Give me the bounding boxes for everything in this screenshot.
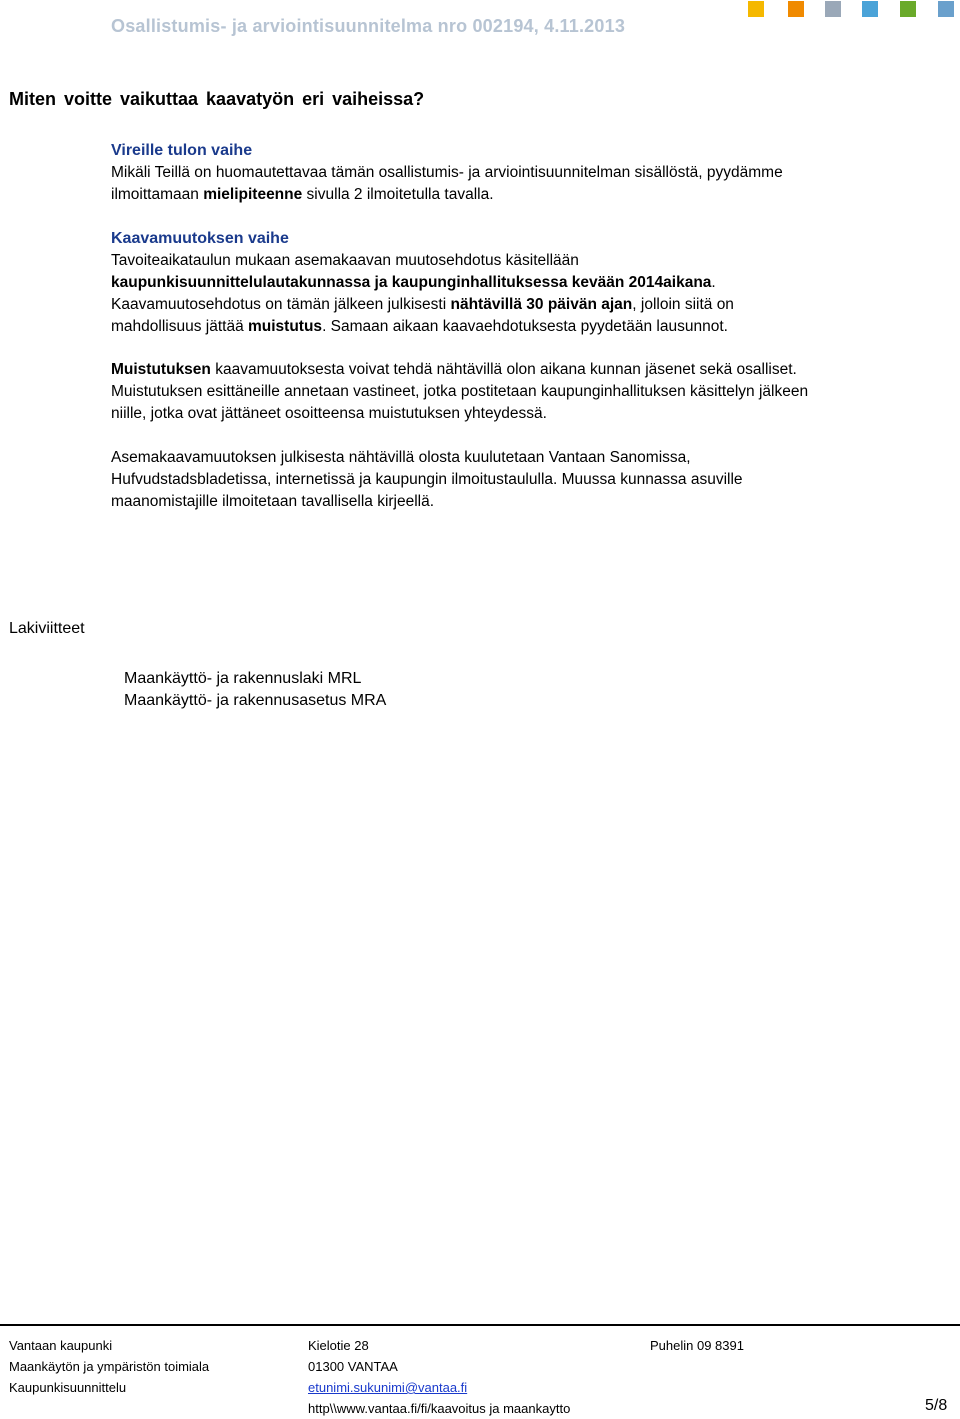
section-title: Vireille tulon vaihe	[111, 142, 253, 159]
footer-line: Vantaan kaupunki	[9, 1338, 113, 1353]
paragraph-line: Hufvudstadsbladetissa, internetissä ja kaupungin ilmoitustaululla. Muussa kunnassa asuville	[111, 471, 743, 488]
brand-square-yellow	[748, 1, 764, 17]
paragraph-line: niille, jotka ovat jättäneet osoitteensa muistutuksen yhteydessä.	[111, 405, 547, 422]
section-kuulutus	[111, 447, 941, 513]
text-run: ilmoittamaan	[111, 186, 204, 203]
footer-line: 01300 VANTAA	[308, 1359, 398, 1374]
footer-email-link[interactable]: etunimi.sukunimi@vantaa.fi	[308, 1380, 468, 1395]
paragraph-line	[111, 294, 941, 316]
text-run: . Samaan aikaan kaavaehdotuksesta pyydetään lausunnot.	[322, 318, 728, 335]
brand-square-green	[900, 1, 916, 17]
text-run: sivulla 2 ilmoitetulla tavalla.	[302, 186, 494, 203]
footer-url: http\\www.vantaa.fi/fi/kaavoitus ja maankaytto	[308, 1401, 571, 1416]
document-header-title: Osallistumis- ja arviointisuunnitelma nro 002194, 4.11.2013	[111, 16, 626, 36]
emphasis-text: mielipiteenne	[203, 186, 303, 203]
brand-square-grey	[825, 1, 841, 17]
footer-phone: Puhelin 09 8391	[650, 1338, 744, 1353]
paragraph-line: maanomistajille ilmoitetaan tavallisella kirjeellä.	[111, 493, 435, 510]
footer-line: Maankäytön ja ympäristön toimiala	[9, 1359, 210, 1374]
paragraph-line: Mikäli Teillä on huomautettavaa tämän osallistumis- ja arviointisuunnitelman sisällöstä, pyydämme	[111, 164, 783, 181]
paragraph-line	[111, 316, 941, 338]
law-item: Maankäyttö- ja rakennuslaki MRL	[124, 670, 362, 687]
text-run: mahdollisuus jättää	[111, 318, 248, 335]
emphasis-text: Muistutuksen	[111, 361, 211, 378]
paragraph-line	[111, 359, 941, 381]
text-run: .	[711, 274, 716, 291]
paragraph-line	[111, 184, 941, 206]
paragraph-line: Tavoiteaikataulun mukaan asemakaavan muutosehdotus käsitellään	[111, 252, 579, 269]
text-run: , jolloin siitä on	[632, 296, 734, 313]
emphasis-text: kaupunkisuunnittelulautakunnassa ja kaupunginhallituksessa kevään 2014aikana	[111, 274, 712, 291]
section-kaavamuutos	[111, 228, 941, 338]
footer-divider	[0, 1324, 960, 1326]
section-vireille	[111, 140, 941, 206]
section-title: Kaavamuutoksen vaihe	[111, 230, 289, 247]
footer-line: Kielotie 28	[308, 1338, 369, 1353]
law-item: Maankäyttö- ja rakennusasetus MRA	[124, 692, 387, 709]
text-run: kaavamuutoksesta voivat tehdä nähtävillä olon aikana kunnan jäsenet sekä osalliset.	[210, 361, 797, 378]
brand-square-orange	[788, 1, 804, 17]
footer-line: Kaupunkisuunnittelu	[9, 1380, 127, 1395]
paragraph-line: Muistutuksen esittäneille annetaan vastineet, jotka postitetaan kaupunginhallituksen käsittelyn jälkeen	[111, 383, 809, 400]
laws-list	[124, 668, 386, 712]
text-run: Kaavamuutosehdotus on tämän jälkeen julkisesti	[111, 296, 451, 313]
footer-organization	[9, 1335, 209, 1398]
page-number: 5/8	[925, 1397, 948, 1414]
emphasis-text: muistutus	[248, 318, 323, 335]
paragraph-line	[111, 272, 941, 294]
section-muistutus	[111, 359, 941, 425]
paragraph-line: Asemakaavamuutoksen julkisesta nähtävillä olosta kuulutetaan Vantaan Sanomissa,	[111, 449, 691, 466]
laws-label: Lakiviitteet	[9, 620, 85, 637]
brand-square-lightblue	[938, 1, 954, 17]
main-heading: Miten voitte vaikuttaa kaavatyön eri vaiheissa?	[9, 89, 425, 109]
emphasis-text: nähtävillä 30 päivän ajan	[450, 296, 633, 313]
brand-square-blue	[862, 1, 878, 17]
footer-address	[308, 1335, 570, 1419]
